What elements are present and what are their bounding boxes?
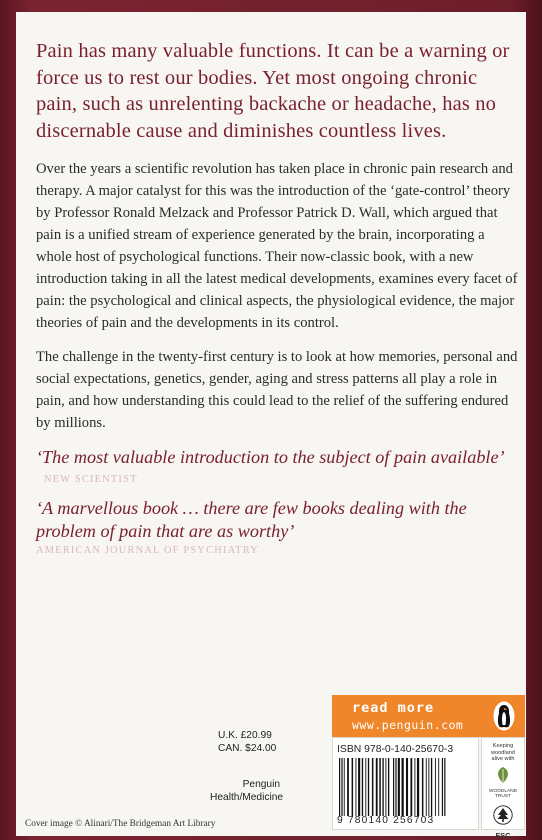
woodland-trust-name: WOODLAND	[488, 788, 518, 794]
penguin-url: www.penguin.com	[352, 718, 464, 732]
description-paragraph-2: The challenge in the twenty-first century is to look at how memories, personal and social expectations, genetics, gender, aging and stress patterns all play a role in pain, and how understanding this could lead to the relief of the suffering endured by millions.	[36, 349, 518, 431]
quote-source: NEW SCIENTIST	[44, 474, 138, 485]
woodland-trust-suffix: TRUST	[495, 794, 511, 800]
price-can: CAN. $24.00	[218, 742, 277, 754]
intro-paragraph: Pain has many valuable functions. It can be a warning or force us to rest our bodies. Yet most ongoing chronic pain, such as unrelenting backache or headache, has no discernable cause and diminishes countless lives.	[36, 40, 510, 142]
fsc-text-line2: woodland	[491, 749, 515, 756]
penguin-logo-icon	[493, 701, 515, 731]
publisher-category: Health/Medicine	[210, 791, 284, 803]
isbn-barcode-box	[332, 737, 479, 830]
fsc-woodland-badge	[481, 737, 525, 840]
isbn-label: ISBN 978-0-140-25670-3	[337, 744, 454, 755]
publisher-block	[210, 779, 284, 804]
read-more-label: read more	[352, 700, 435, 716]
review-quote-1	[36, 446, 518, 487]
woodland-trust-leaf-icon	[492, 766, 514, 784]
barcode-number: 9 780140 256703	[337, 815, 435, 826]
fsc-tree-icon	[493, 805, 513, 825]
description-paragraph-1: Over the years a scientific revolution has taken place in chronic pain research and therapy. A major catalyst for this was the introduction of the ‘gate-control’ theory by Professor Ronald Melzack and Professor Patrick D. Wall, which argued that pain is a unified stream of experience generated by the brain, incorporating a whole host of psychological functions. Their now-classic book, with a new introduction taking in all the latest medical developments, examines every facet of pain: the psychological and clinical aspects, the physiological evidence, the major theories of pain and the developments in its control.	[36, 161, 518, 331]
publisher-name: Penguin	[242, 779, 280, 790]
review-quote-2	[36, 497, 518, 556]
price-block	[218, 730, 278, 755]
barcode-icon	[337, 758, 474, 816]
price-uk: U.K. £20.99	[218, 730, 272, 741]
quote-text: ‘The most valuable introduction to the subject of pain available’	[36, 447, 505, 467]
quote-source: AMERICAN JOURNAL OF PSYCHIATRY	[36, 545, 259, 556]
fsc-text-line1: Keeping	[492, 743, 514, 749]
fsc-text-line3: alive with	[491, 756, 515, 763]
quote-text: ‘A marvellous book … there are few books dealing with the problem of pain that are as worthy’	[36, 498, 467, 541]
cover-credit: Cover image © Alinari/The Bridgeman Art Library	[25, 819, 216, 829]
fsc-label: FSC	[495, 830, 511, 840]
blurb-content	[36, 38, 518, 566]
read-more-banner	[332, 695, 525, 737]
